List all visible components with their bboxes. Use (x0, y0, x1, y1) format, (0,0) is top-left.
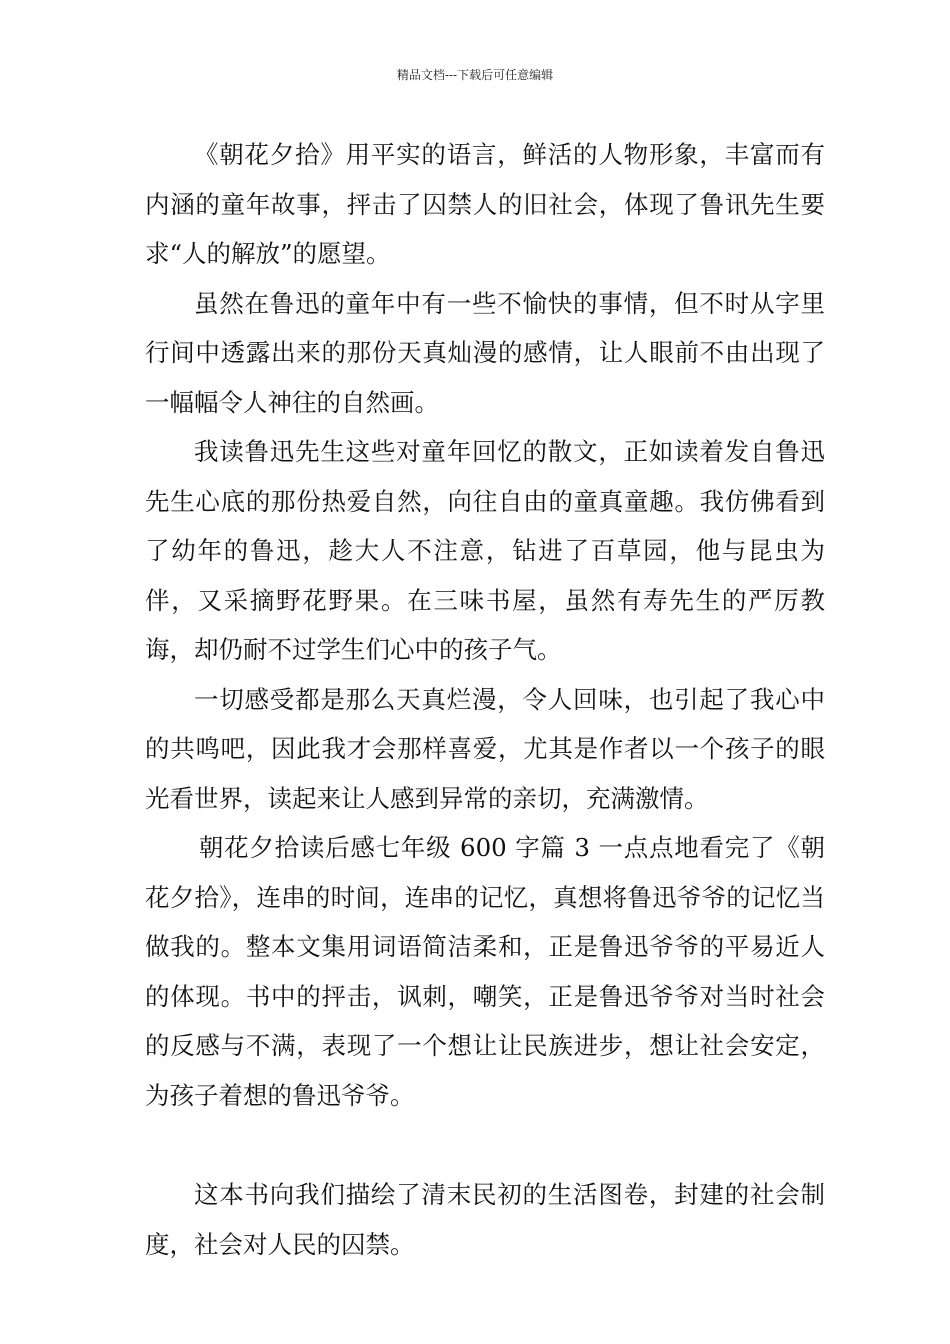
document-body (145, 130, 825, 1269)
paragraph-6: 这本书向我们描绘了清末民初的生活图卷，封建的社会制度，社会对人民的囚禁。 (145, 1180, 825, 1259)
page-header: 精品文档---下载后可任意编辑 (396, 68, 554, 82)
paragraph-1: 《朝花夕拾》用平实的语言，鲜活的人物形象，丰富而有内涵的童年故事，抨击了囚禁人的旧社会，体现了鲁讯先生要求“人的解放”的愿望。 (145, 140, 825, 268)
paragraph-5: 朝花夕拾读后感七年级 600 字篇 3 一点点地看完了《朝花夕拾》，连串的时间，连串的记忆，真想将鲁迅爷爷的记忆当做我的。整本文集用词语简洁柔和，正是鲁迅爷爷的平易近人的体现。书中的抨击，讽刺，嘲笑，正是鲁迅爷爷对当时社会的反感与不满，表现了一个想让让民族进步，想让社会安定，为孩子着想的鲁迅爷爷。 (145, 833, 825, 1110)
paragraph-4: 一切感受都是那么天真烂漫，令人回味，也引起了我心中的共鸣吧，因此我才会那样喜爱，尤其是作者以一个孩子的眼光看世界，读起来让人感到异常的亲切，充满激情。 (145, 684, 825, 813)
paragraph-3: 我读鲁迅先生这些对童年回忆的散文，正如读着发自鲁迅先生心底的那份热爱自然，向往自由的童真童趣。我仿佛看到了幼年的鲁迅，趁大人不注意，钻进了百草园，他与昆虫为伴，又采摘野花野果。在三味书屋，虽然有寿先生的严厉教诲，却仍耐不过学生们心中的孩子气。 (145, 437, 825, 664)
paragraph-gap (145, 1120, 825, 1170)
paragraph-2: 虽然在鲁迅的童年中有一些不愉快的事情，但不时从字里行间中透露出来的那份天真灿漫的感情，让人眼前不由出现了一幅幅令人神往的自然画。 (145, 288, 825, 417)
